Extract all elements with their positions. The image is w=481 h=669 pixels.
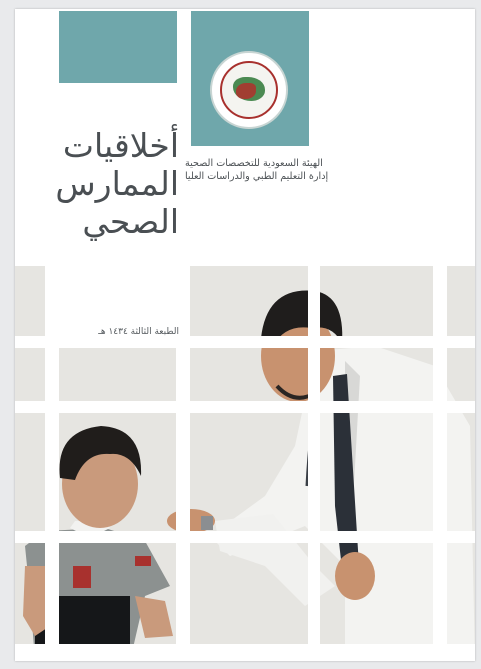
book-title — [29, 127, 179, 241]
grid-line-h4 — [15, 644, 475, 661]
grid-line-h2 — [15, 401, 475, 413]
organization-line-1: الهيئة السعودية للتخصصات الصحية — [185, 158, 323, 169]
edition-text: الطبعة الثالثة ١٤٣٤ هـ — [98, 327, 179, 337]
organization-name — [185, 157, 455, 183]
logo-emblem — [220, 61, 278, 119]
title-line-1: أخلاقيات — [62, 126, 179, 165]
title-line-3: الصحي — [82, 202, 179, 241]
grid-line-v1 — [45, 266, 59, 661]
teal-block-left — [59, 11, 177, 83]
doctor-examining-child-photo — [15, 266, 475, 661]
grid-line-v4 — [433, 266, 447, 661]
logo-red-shape — [236, 83, 256, 99]
grid-line-h1 — [15, 336, 475, 348]
grid-line-v2 — [176, 266, 190, 661]
edition-panel — [59, 266, 176, 336]
logo-icon — [210, 51, 288, 129]
book-cover — [15, 9, 475, 661]
title-line-2: الممارس — [55, 164, 179, 203]
organization-line-2: إدارة التعليم الطبي والدراسات العليا — [185, 171, 329, 182]
grid-line-h3 — [15, 531, 475, 543]
grid-line-v3 — [308, 266, 320, 661]
